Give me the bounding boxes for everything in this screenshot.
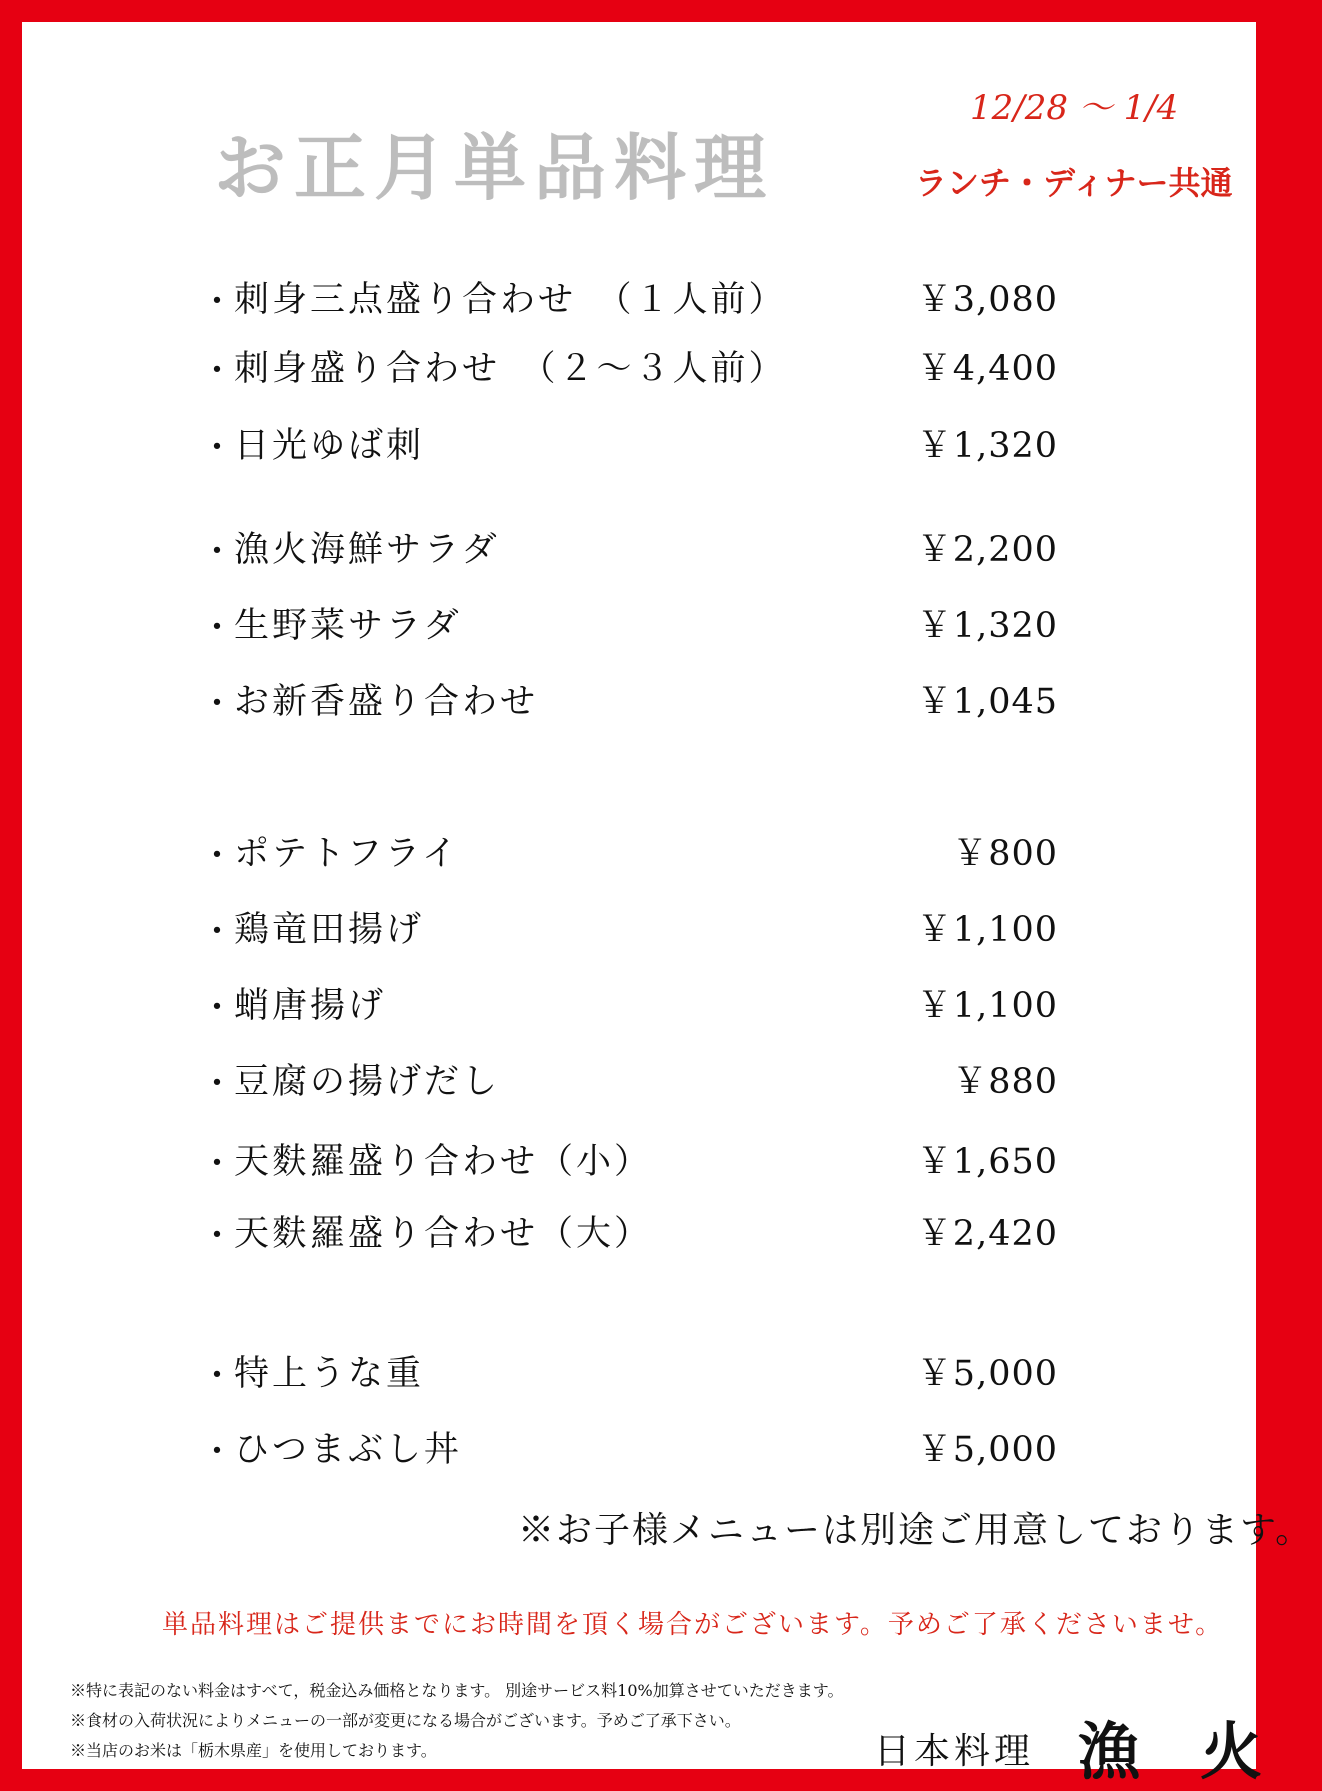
menu-item-price: ￥880 xyxy=(952,1062,1058,1102)
kids-menu-note: ※お子様メニューは別途ご用意しております。 xyxy=(518,1510,1314,1551)
menu-item xyxy=(200,974,1058,1028)
menu-item xyxy=(200,670,1058,724)
menu-item-price: ￥1,650 xyxy=(916,1142,1058,1182)
menu-item-price: ￥2,420 xyxy=(916,1214,1058,1254)
menu-item-name: 刺身三点盛り合わせ （１人前） xyxy=(234,280,787,320)
menu-item-price: ￥3,080 xyxy=(916,280,1058,320)
menu-item-name: お新香盛り合わせ xyxy=(234,682,539,722)
menu-sheet xyxy=(22,22,1322,1788)
menu-item-name: 特上うな重 xyxy=(234,1354,425,1394)
bullet: ・ xyxy=(200,351,234,391)
bullet: ・ xyxy=(200,428,234,468)
restaurant-name-logo: 漁火 xyxy=(1078,1715,1322,1788)
service-label: ランチ・ディナー共通 xyxy=(915,164,1233,202)
menu-item-price: ￥1,100 xyxy=(916,986,1058,1026)
menu-item-price: ￥1,320 xyxy=(916,426,1058,466)
bullet: ・ xyxy=(200,282,234,322)
menu-item-name: 日光ゆば刺 xyxy=(234,426,425,466)
menu-item xyxy=(200,1342,1058,1396)
menu-item xyxy=(200,822,1058,876)
menu-item-name: 蛸唐揚げ xyxy=(234,986,387,1026)
menu-item-name: ポテトフライ xyxy=(234,834,460,874)
restaurant-category: 日本料理 xyxy=(874,1731,1035,1772)
footnote: ※特に表記のない料金はすべて，税金込み価格となります。 別途サービス料10%加算させていただきます。 xyxy=(70,1681,844,1700)
footnote: ※当店のお米は「栃木県産」を使用しております。 xyxy=(70,1741,437,1760)
bullet: ・ xyxy=(200,836,234,876)
bullet: ・ xyxy=(200,1432,234,1472)
menu-item xyxy=(200,1418,1058,1472)
bullet: ・ xyxy=(200,1356,234,1396)
menu-item-price: ￥1,045 xyxy=(916,682,1058,722)
menu-item-price: ￥5,000 xyxy=(916,1430,1058,1470)
menu-item xyxy=(200,898,1058,952)
menu-item xyxy=(200,594,1058,648)
menu-item-name: 鶏竜田揚げ xyxy=(234,910,425,950)
menu-item xyxy=(200,337,1058,391)
bullet: ・ xyxy=(200,912,234,952)
menu-item-name: 天麩羅盛り合わせ（小） xyxy=(234,1142,653,1182)
menu-item xyxy=(200,1050,1058,1104)
menu-item-name: 漁火海鮮サラダ xyxy=(234,530,500,570)
menu-item xyxy=(200,268,1058,322)
menu-item-name: 刺身盛り合わせ （２～３人前） xyxy=(234,349,787,389)
menu-item xyxy=(200,518,1058,572)
menu-item-name: 生野菜サラダ xyxy=(234,606,462,646)
menu-item-name: 豆腐の揚げだし xyxy=(234,1062,501,1102)
date-range: 12/28 ～ 1/4 xyxy=(970,88,1179,128)
menu-item-price: ￥5,000 xyxy=(916,1354,1058,1394)
menu-item-price: ￥800 xyxy=(952,834,1058,874)
bullet: ・ xyxy=(200,988,234,1028)
bullet: ・ xyxy=(200,684,234,724)
bullet: ・ xyxy=(200,1144,234,1184)
menu-item xyxy=(200,414,1058,468)
menu-item xyxy=(200,1130,1058,1184)
wait-time-notice: 単品料理はご提供までにお時間を頂く場合がございます。予めご了承くださいませ。 xyxy=(162,1610,1224,1640)
menu-item xyxy=(200,1202,1058,1256)
bullet: ・ xyxy=(200,532,234,572)
page-title: お正月単品料理 xyxy=(214,125,775,210)
menu-item-name: ひつまぶし丼 xyxy=(234,1430,463,1470)
menu-item-name: 天麩羅盛り合わせ（大） xyxy=(234,1214,653,1254)
menu-item-price: ￥4,400 xyxy=(916,349,1058,389)
bullet: ・ xyxy=(200,608,234,648)
menu-item-price: ￥2,200 xyxy=(916,530,1058,570)
menu-item-price: ￥1,320 xyxy=(916,606,1058,646)
menu-item-price: ￥1,100 xyxy=(916,910,1058,950)
footnote: ※食材の入荷状況によりメニューの一部が変更になる場合がございます。予めご了承下さい。 xyxy=(70,1711,741,1730)
bullet: ・ xyxy=(200,1216,234,1256)
bullet: ・ xyxy=(200,1064,234,1104)
